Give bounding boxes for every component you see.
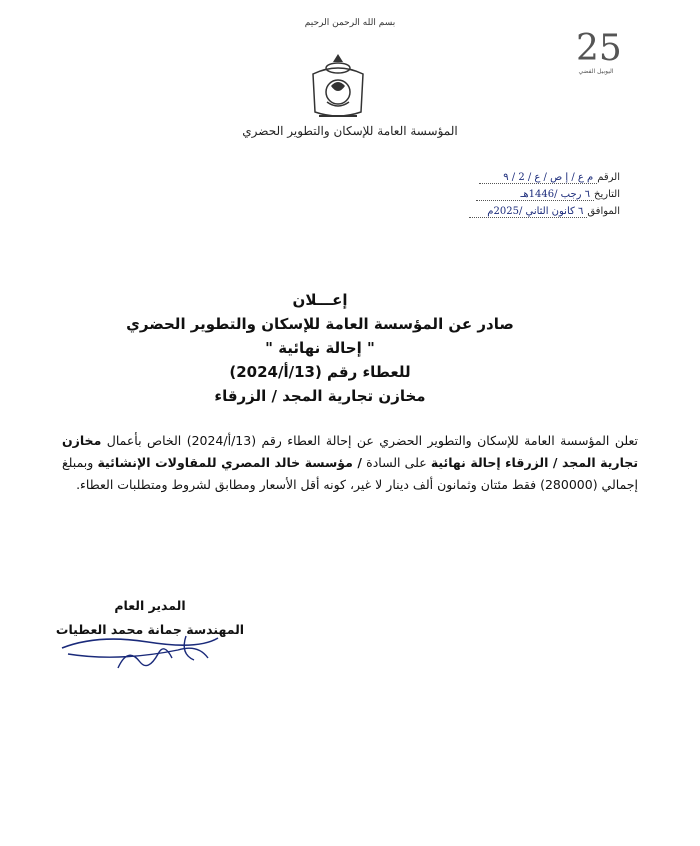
body-part-1: تعلن المؤسسة العامة للإسكان والتطوير الحضري عن إحالة العطاء رقم (13/أ/2024) الخاص بأعمال xyxy=(101,433,638,448)
reference-date-line xyxy=(360,189,620,206)
basmala: بسم الله الرحمن الرحيم xyxy=(304,18,396,28)
reference-date-label: التاريخ xyxy=(594,189,620,200)
reference-block xyxy=(360,172,620,223)
title-final-award: " إحالة نهائية " xyxy=(265,339,375,357)
handwritten-signature xyxy=(58,628,228,674)
title-announcement: إعـــلان xyxy=(292,291,348,309)
reference-number-value: م ع / إ ص / ع / 2 / ٩ xyxy=(479,172,597,184)
reference-corresponding-value: ٦ كانون الثاني /2025م xyxy=(469,206,587,218)
body-part-3: وبمبلغ إجمالي (280000) فقط مئتان وثمانون ألف دينار لا غير، كونه أقل الأسعار ومطابق لشروط ومتطلبات العطاء. xyxy=(62,455,638,492)
reference-number-line xyxy=(360,172,620,189)
jubilee-number: 25 xyxy=(576,28,622,69)
jubilee-caption: اليوبيل الفضي xyxy=(578,68,614,75)
title-tender-number: للعطاء رقم (13/أ/2024) xyxy=(229,363,411,381)
reference-date-value: ٦ رجب /1446هـ xyxy=(476,189,594,201)
jubilee-logo xyxy=(576,28,622,124)
reference-number-label: الرقم xyxy=(597,172,620,183)
reference-corresponding-line xyxy=(360,206,620,223)
title-issuer: صادر عن المؤسسة العامة للإسكان والتطوير الحضري xyxy=(126,315,514,333)
organization-name: المؤسسة العامة للإسكان والتطوير الحضري xyxy=(242,124,458,138)
announcement-body xyxy=(62,430,638,496)
royal-crest-icon xyxy=(305,52,371,122)
body-bold-contractor: / مؤسسة خالد المصري للمقاولات الإنشائية xyxy=(97,455,362,470)
body-part-2: على السادة xyxy=(361,455,431,470)
announcement-title xyxy=(0,288,640,408)
signatory-position: المدير العام xyxy=(114,598,186,613)
signatory-name: المهندسة جمانة محمد العطيات xyxy=(55,622,245,637)
title-project: مخازن تجارية المجد / الزرقاء xyxy=(214,387,426,405)
reference-corresponding-label: الموافق xyxy=(587,206,620,217)
body-bold-project: مخازن تجارية المجد / الزرقاء إحالة نهائية xyxy=(62,433,639,470)
